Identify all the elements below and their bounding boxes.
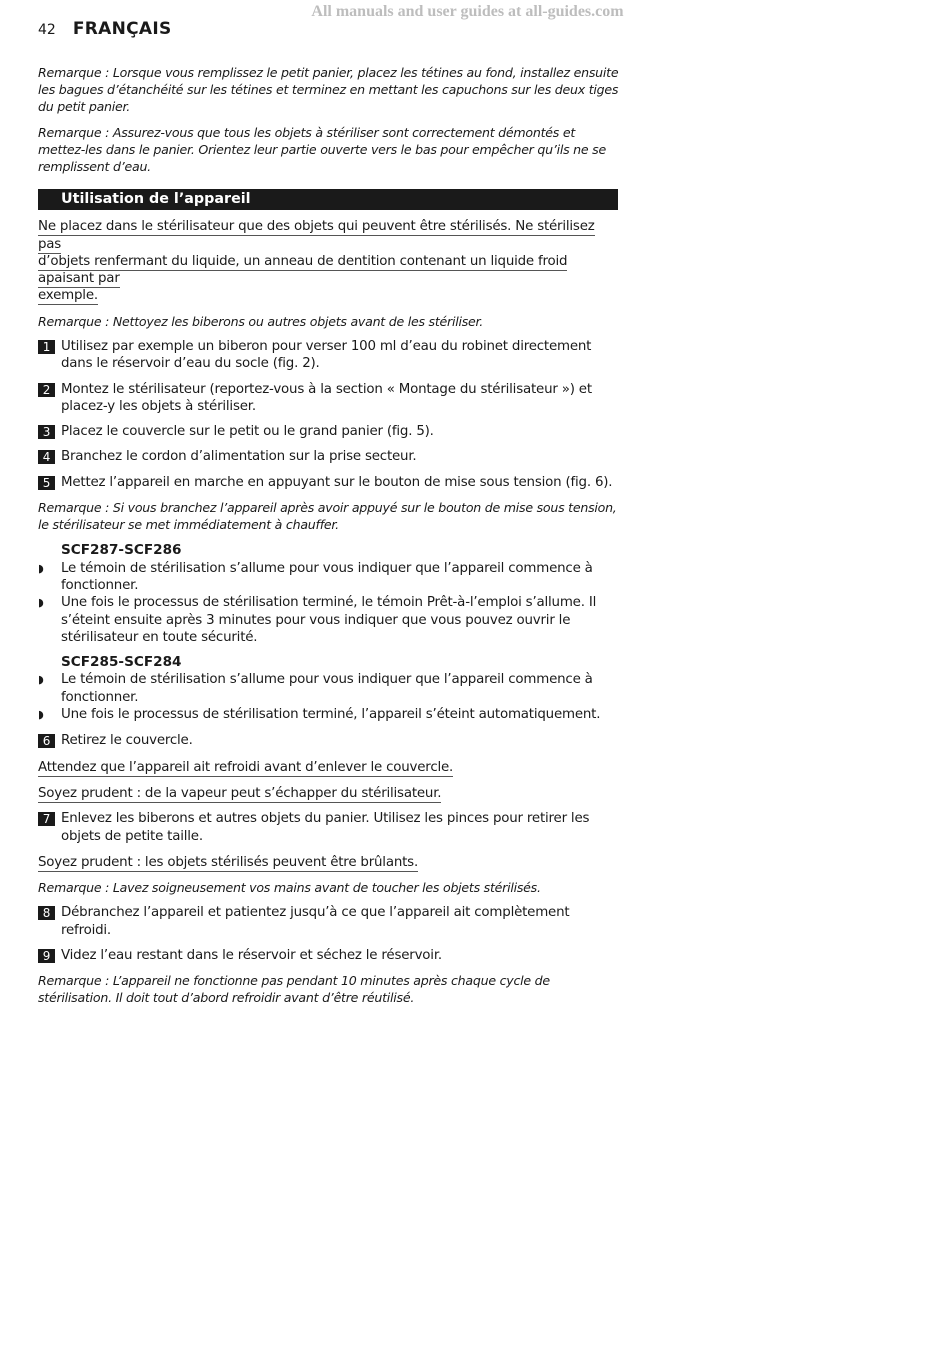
- warning-line: d’objets renfermant du liquide, un anneau de dentition contenant un liquide froid apaisant par: [38, 253, 568, 287]
- warning-text: Soyez prudent : de la vapeur peut s’échapper du stérilisateur.: [38, 785, 442, 801]
- step-text: Mettez l’appareil en marche en appuyant sur le bouton de mise sous tension (fig. 6).: [61, 474, 613, 490]
- note-cooldown-period: Remarque : L’appareil ne fonctionne pas pendant 10 minutes après chaque cycle de stérilisation. Il doit tout d’abord refroidir avant d’être réutilisé.: [38, 973, 550, 1006]
- note-disassemble: Remarque : Assurez-vous que tous les objets à stériliser sont correctement démontés et mettez-les dans le panier. Orientez leur partie ouverte vers le bas pour empêcher qu’ils ne se remplissent d’eau.: [38, 124, 606, 175]
- note-power: Remarque : Si vous branchez l’appareil après avoir appuyé sur le bouton de mise sous tension, le stérilisateur se met immédiatement à chauffer.: [38, 499, 617, 533]
- step-text: Retirez le couvercle.: [61, 733, 193, 749]
- step-number: 6: [38, 734, 55, 748]
- step-text: Montez le stérilisateur (reportez-vous à la section « Montage du stérilisateur ») et placez-y les objets à stériliser.: [61, 381, 592, 414]
- warning-text: Soyez prudent : les objets stérilisés peuvent être brûlants.: [38, 854, 419, 870]
- bullet-item: [38, 671, 620, 706]
- warning-line: exemple.: [38, 288, 98, 304]
- warning-steam: [38, 785, 620, 802]
- bullet-icon: ◗: [38, 673, 44, 687]
- bullet-icon: ◗: [38, 708, 44, 722]
- bullet-text: Le témoin de stérilisation s’allume pour vous indiquer que l’appareil commence à fonctionner.: [61, 672, 593, 705]
- bullet-text: Le témoin de stérilisation s’allume pour vous indiquer que l’appareil commence à fonctionner.: [61, 560, 593, 593]
- warning-line: Ne placez dans le stérilisateur que des objets qui peuvent être stérilisés. Ne stérilisez pas: [38, 219, 595, 252]
- note-small-basket: Remarque : Lorsque vous remplissez le petit panier, placez les tétines au fond, installez ensuite les bagues d’étanchéité sur les tétines et terminez en mettant les capuchons sur les deux tiges du petit panier.: [38, 65, 619, 115]
- step-text: Débranchez l’appareil et patientez jusqu’à ce que l’appareil ait complètement refroidi.: [61, 905, 570, 938]
- page-number: 42: [38, 22, 56, 38]
- main-content: [38, 64, 620, 1007]
- step-number: 2: [38, 383, 55, 397]
- step-text: Branchez le cordon d’alimentation sur la prise secteur.: [61, 449, 417, 465]
- watermark: All manuals and user guides at all-guides.com: [311, 3, 624, 20]
- page-header: [38, 19, 172, 39]
- step-text: Utilisez par exemple un biberon pour verser 100 ml d’eau du robinet directement dans le réservoir d’eau du socle (fig. 2).: [61, 338, 592, 372]
- step-9: [38, 947, 620, 964]
- section-heading: Utilisation de l’appareil: [38, 189, 618, 210]
- model-heading: SCF287-SCF286: [61, 542, 182, 559]
- step-1: [38, 338, 620, 373]
- bullet-item: [38, 706, 620, 723]
- bullet-text: Une fois le processus de stérilisation terminé, l’appareil s’éteint automatiquement.: [61, 707, 601, 723]
- note-clean: Remarque : Nettoyez les biberons ou autres objets avant de les stériliser.: [38, 313, 484, 329]
- step-number: 4: [38, 450, 55, 464]
- note-wash-hands: Remarque : Lavez soigneusement vos mains avant de toucher les objets stérilisés.: [38, 880, 541, 896]
- warning-text: Attendez que l’appareil ait refroidi avant d’enlever le couvercle.: [38, 759, 454, 775]
- warning-hot-objects: [38, 854, 620, 871]
- step-text: Videz l’eau restant dans le réservoir et séchez le réservoir.: [61, 947, 442, 963]
- step-number: 8: [38, 906, 55, 920]
- step-number: 3: [38, 425, 55, 439]
- warning-cool-down: [38, 759, 620, 776]
- step-2: [38, 381, 620, 416]
- warning-intro: [38, 218, 620, 304]
- step-number: 9: [38, 949, 55, 963]
- step-7: [38, 810, 620, 845]
- step-8: [38, 904, 620, 939]
- bullet-icon: ◗: [38, 596, 44, 610]
- step-number: 5: [38, 476, 55, 490]
- step-5: [38, 474, 620, 491]
- step-3: [38, 423, 620, 440]
- step-number: 7: [38, 812, 55, 826]
- step-text: Enlevez les biberons et autres objets du panier. Utilisez les pinces pour retirer les objets de petite taille.: [61, 811, 590, 844]
- bullet-item: [38, 594, 620, 646]
- language-title: FRANÇAIS: [72, 19, 172, 39]
- step-4: [38, 448, 620, 465]
- bullet-item: [38, 560, 620, 595]
- step-number: 1: [38, 340, 55, 354]
- bullet-text: Une fois le processus de stérilisation terminé, le témoin Prêt-à-l’emploi s’allume. Il s’éteint ensuite après 3 minutes pour vous indiquer que vous pouvez ouvrir le stérilisateur en toute sécurité.: [61, 595, 597, 645]
- bullet-icon: ◗: [38, 561, 44, 575]
- model-heading: SCF285-SCF284: [61, 654, 182, 671]
- step-text: Placez le couvercle sur le petit ou le grand panier (fig. 5).: [61, 424, 434, 440]
- step-6: [38, 732, 620, 749]
